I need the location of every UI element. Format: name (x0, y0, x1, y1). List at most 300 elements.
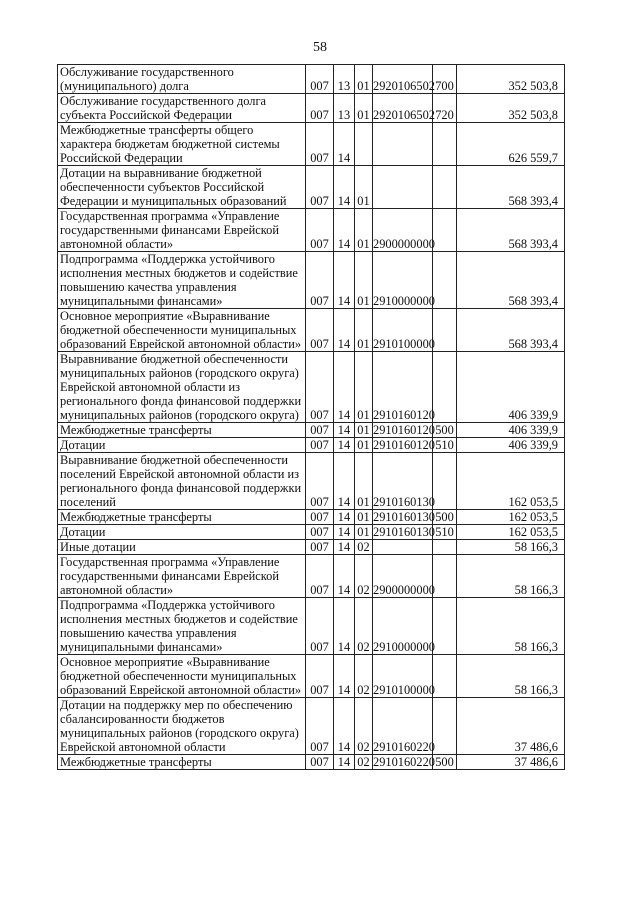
section-code (334, 94, 355, 123)
subsection-code (355, 438, 373, 453)
program-code: 29 (373, 755, 386, 769)
direction-code: 00000 (403, 640, 435, 654)
amount (457, 698, 565, 755)
amount-text: 162 053,5 (508, 495, 558, 509)
program-code: 29 (373, 79, 386, 93)
ministry-code (306, 598, 334, 655)
target-article-code (373, 252, 433, 309)
program-code: 29 (373, 438, 386, 452)
subsection-code (355, 352, 373, 423)
section-code-text: 14 (337, 525, 351, 539)
row-name-text: Обслуживание государственного долга субъекта Российской Федерации (60, 94, 267, 122)
event-code: 01 (391, 525, 404, 539)
expense-type-code-text: 500 (435, 510, 454, 524)
amount-text: 626 559,7 (508, 151, 558, 165)
subprogram-code: 1 (385, 510, 392, 524)
row-name-text: Выравнивание бюджетной обеспеченности муниципальных районов (городского округа) Еврейской автономной области из регионального фонда финансовой поддержки муниципальных районов (городского округа) (60, 352, 302, 422)
subsection-code (355, 525, 373, 540)
amount (457, 540, 565, 555)
subprogram-code: 0 (385, 583, 392, 597)
target-article-code (373, 698, 433, 755)
ministry-code-text: 007 (310, 108, 329, 122)
subsection-code-text: 02 (357, 540, 370, 554)
subsection-code-text: 01 (357, 294, 370, 308)
amount (457, 423, 565, 438)
amount-text: 58 166,3 (514, 583, 558, 597)
subprogram-code: 1 (385, 740, 392, 754)
subprogram-code: 2 (385, 108, 392, 122)
row-name (58, 525, 306, 540)
table-row (58, 309, 565, 352)
section-code-text: 14 (337, 151, 351, 165)
subprogram-code: 1 (385, 408, 392, 422)
ministry-code (306, 252, 334, 309)
row-name (58, 309, 306, 352)
section-code-text: 14 (337, 438, 351, 452)
row-name (58, 352, 306, 423)
row-name (58, 540, 306, 555)
program-code: 29 (373, 495, 386, 509)
subprogram-code: 0 (385, 237, 392, 251)
amount-text: 352 503,8 (508, 79, 558, 93)
expense-type-code (433, 166, 457, 209)
event-code: 01 (391, 495, 404, 509)
row-name (58, 94, 306, 123)
amount (457, 525, 565, 540)
table-row (58, 598, 565, 655)
section-code (334, 309, 355, 352)
subsection-code (355, 94, 373, 123)
row-name (58, 209, 306, 252)
ministry-code (306, 655, 334, 698)
expense-type-code (433, 555, 457, 598)
ministry-code (306, 453, 334, 510)
subsection-code (355, 166, 373, 209)
subprogram-code: 1 (385, 423, 392, 437)
subprogram-code: 1 (385, 683, 392, 697)
section-code (334, 755, 355, 770)
row-name (58, 555, 306, 598)
section-code (334, 352, 355, 423)
subsection-code (355, 655, 373, 698)
ministry-code-text: 007 (310, 423, 329, 437)
row-name (58, 65, 306, 94)
event-code: 01 (391, 740, 404, 754)
direction-code: 60120 (403, 423, 435, 437)
direction-code: 60130 (403, 510, 435, 524)
ministry-code (306, 438, 334, 453)
subsection-code-text: 01 (357, 108, 370, 122)
ministry-code-text: 007 (310, 495, 329, 509)
row-name-text: Подпрограмма «Поддержка устойчивого исполнения местных бюджетов и содействие повышению качества управления муниципальными финансами» (60, 252, 298, 308)
amount-text: 58 166,3 (514, 540, 558, 554)
section-code (334, 540, 355, 555)
section-code-text: 13 (337, 108, 351, 122)
section-code (334, 598, 355, 655)
event-code: 00 (391, 237, 404, 251)
amount-text: 162 053,5 (508, 510, 558, 524)
subsection-code-text: 01 (357, 194, 370, 208)
amount-text: 406 339,9 (508, 423, 558, 437)
subprogram-code: 1 (385, 438, 392, 452)
row-name (58, 698, 306, 755)
amount-text: 406 339,9 (508, 408, 558, 422)
expense-type-code-text: 720 (435, 108, 454, 122)
direction-code: 60120 (403, 438, 435, 452)
section-code-text: 14 (337, 540, 351, 554)
expense-type-code (433, 453, 457, 510)
ministry-code (306, 209, 334, 252)
ministry-code-text: 007 (310, 438, 329, 452)
subsection-code-text: 01 (357, 337, 370, 351)
section-code-text: 14 (337, 740, 351, 754)
section-code (334, 510, 355, 525)
table-body (58, 65, 565, 770)
target-article-code (373, 540, 433, 555)
subprogram-code: 1 (385, 337, 392, 351)
expense-type-code (433, 423, 457, 438)
expense-type-code (433, 755, 457, 770)
amount-text: 162 053,5 (508, 525, 558, 539)
subsection-code-text: 02 (357, 755, 370, 769)
amount (457, 510, 565, 525)
section-code (334, 438, 355, 453)
row-name (58, 252, 306, 309)
subsection-code (355, 540, 373, 555)
row-name-text: Основное мероприятие «Выравнивание бюджетной обеспеченности муниципальных образований Еврейской автономной области» (60, 309, 302, 351)
ministry-code (306, 94, 334, 123)
ministry-code-text: 007 (310, 194, 329, 208)
amount (457, 309, 565, 352)
subsection-code-text: 02 (357, 640, 370, 654)
amount-text: 406 339,9 (508, 438, 558, 452)
subsection-code (355, 453, 373, 510)
amount (457, 94, 565, 123)
section-code (334, 423, 355, 438)
subsection-code (355, 309, 373, 352)
subsection-code-text: 02 (357, 683, 370, 697)
event-code: 01 (391, 438, 404, 452)
subprogram-code: 1 (385, 495, 392, 509)
amount-text: 37 486,6 (514, 755, 558, 769)
section-code-text: 14 (337, 408, 351, 422)
subprogram-code: 2 (385, 79, 392, 93)
ministry-code-text: 007 (310, 294, 329, 308)
section-code-text: 14 (337, 495, 351, 509)
direction-code: 60130 (403, 495, 435, 509)
row-name (58, 510, 306, 525)
subsection-code-text: 01 (357, 510, 370, 524)
expense-type-code-text: 510 (435, 525, 454, 539)
event-code: 01 (391, 683, 404, 697)
event-code: 01 (391, 337, 404, 351)
expense-type-code (433, 309, 457, 352)
amount (457, 598, 565, 655)
event-code: 01 (391, 108, 404, 122)
amount (457, 755, 565, 770)
section-code-text: 13 (337, 79, 351, 93)
subsection-code-text: 01 (357, 79, 370, 93)
table-row (58, 94, 565, 123)
table-row (58, 555, 565, 598)
section-code (334, 209, 355, 252)
direction-code: 00000 (403, 294, 435, 308)
amount (457, 352, 565, 423)
target-article-code (373, 438, 433, 453)
direction-code: 00000 (403, 683, 435, 697)
section-code (334, 65, 355, 94)
section-code (334, 525, 355, 540)
amount (457, 438, 565, 453)
target-article-code (373, 309, 433, 352)
amount (457, 123, 565, 166)
row-name-text: Обслуживание государственного (муниципального) долга (60, 65, 234, 93)
target-article-code (373, 555, 433, 598)
ministry-code (306, 755, 334, 770)
section-code (334, 123, 355, 166)
ministry-code-text: 007 (310, 151, 329, 165)
row-name (58, 598, 306, 655)
program-code: 29 (373, 740, 386, 754)
row-name-text: Выравнивание бюджетной обеспеченности поселений Еврейской автономной области из регионального фонда финансовой поддержки поселений (60, 453, 302, 509)
subsection-code (355, 423, 373, 438)
expense-type-code (433, 510, 457, 525)
ministry-code-text: 007 (310, 408, 329, 422)
target-article-code (373, 525, 433, 540)
row-name (58, 453, 306, 510)
subsection-code-text: 01 (357, 423, 370, 437)
amount (457, 555, 565, 598)
ministry-code-text: 007 (310, 337, 329, 351)
row-name (58, 166, 306, 209)
subprogram-code: 1 (385, 640, 392, 654)
event-code: 01 (391, 79, 404, 93)
section-code-text: 14 (337, 423, 351, 437)
row-name-text: Основное мероприятие «Выравнивание бюджетной обеспеченности муниципальных образований Еврейской автономной области» (60, 655, 302, 697)
row-name-text: Межбюджетные трансферты (60, 423, 212, 437)
ministry-code-text: 007 (310, 79, 329, 93)
row-name (58, 755, 306, 770)
expense-type-code (433, 438, 457, 453)
target-article-code (373, 655, 433, 698)
row-name-text: Межбюджетные трансферты общего характера бюджетам бюджетной системы Российской Федерации (60, 123, 280, 165)
row-name-text: Государственная программа «Управление государственными финансами Еврейской автономной области» (60, 209, 280, 251)
program-code: 29 (373, 640, 386, 654)
subsection-code (355, 555, 373, 598)
ministry-code-text: 007 (310, 510, 329, 524)
ministry-code (306, 555, 334, 598)
event-code: 01 (391, 408, 404, 422)
program-code: 29 (373, 510, 386, 524)
row-name-text: Дотации (60, 525, 106, 539)
subsection-code-text: 01 (357, 525, 370, 539)
subsection-code (355, 209, 373, 252)
subsection-code (355, 123, 373, 166)
ministry-code (306, 510, 334, 525)
direction-code: 00000 (403, 337, 435, 351)
section-code-text: 14 (337, 237, 351, 251)
table-row (58, 525, 565, 540)
program-code: 29 (373, 108, 386, 122)
ministry-code (306, 309, 334, 352)
amount-text: 58 166,3 (514, 640, 558, 654)
target-article-code (373, 352, 433, 423)
amount-text: 568 393,4 (508, 194, 558, 208)
subprogram-code: 1 (385, 294, 392, 308)
direction-code: 60220 (403, 740, 435, 754)
table-row (58, 166, 565, 209)
event-code: 01 (391, 510, 404, 524)
amount (457, 209, 565, 252)
ministry-code-text: 007 (310, 640, 329, 654)
amount-text: 568 393,4 (508, 237, 558, 251)
ministry-code (306, 525, 334, 540)
expense-type-code (433, 540, 457, 555)
program-code: 29 (373, 237, 386, 251)
subsection-code (355, 598, 373, 655)
program-code: 29 (373, 423, 386, 437)
section-code-text: 14 (337, 294, 351, 308)
subsection-code (355, 698, 373, 755)
subprogram-code: 1 (385, 755, 392, 769)
section-code-text: 14 (337, 510, 351, 524)
ministry-code (306, 352, 334, 423)
table-row (58, 123, 565, 166)
program-code: 29 (373, 337, 386, 351)
section-code-text: 14 (337, 640, 351, 654)
ministry-code-text: 007 (310, 237, 329, 251)
subprogram-code: 1 (385, 525, 392, 539)
program-code: 29 (373, 294, 386, 308)
section-code (334, 166, 355, 209)
ministry-code (306, 540, 334, 555)
subsection-code-text: 01 (357, 237, 370, 251)
row-name (58, 655, 306, 698)
row-name-text: Межбюджетные трансферты (60, 755, 212, 769)
subsection-code-text: 01 (357, 438, 370, 452)
expense-type-code (433, 94, 457, 123)
amount (457, 453, 565, 510)
direction-code: 60220 (403, 755, 435, 769)
ministry-code (306, 698, 334, 755)
event-code: 01 (391, 755, 404, 769)
event-code: 00 (391, 583, 404, 597)
subsection-code-text: 01 (357, 495, 370, 509)
direction-code: 06502 (403, 108, 435, 122)
target-article-code (373, 755, 433, 770)
direction-code: 06502 (403, 79, 435, 93)
section-code-text: 14 (337, 337, 351, 351)
ministry-code (306, 166, 334, 209)
expense-type-code-text: 510 (435, 438, 454, 452)
expense-type-code (433, 65, 457, 94)
ministry-code-text: 007 (310, 683, 329, 697)
program-code: 29 (373, 683, 386, 697)
target-article-code (373, 598, 433, 655)
subsection-code-text: 01 (357, 408, 370, 422)
amount (457, 65, 565, 94)
table-row (58, 352, 565, 423)
target-article-code (373, 209, 433, 252)
amount-text: 352 503,8 (508, 108, 558, 122)
target-article-code (373, 453, 433, 510)
ministry-code (306, 65, 334, 94)
row-name-text: Дотации (60, 438, 106, 452)
program-code: 29 (373, 525, 386, 539)
target-article-code (373, 94, 433, 123)
direction-code: 00000 (403, 237, 435, 251)
target-article-code (373, 510, 433, 525)
row-name-text: Государственная программа «Управление государственными финансами Еврейской автономной области» (60, 555, 280, 597)
table-row (58, 510, 565, 525)
section-code-text: 14 (337, 583, 351, 597)
table-row (58, 655, 565, 698)
amount-text: 58 166,3 (514, 683, 558, 697)
direction-code: 60120 (403, 408, 435, 422)
row-name (58, 423, 306, 438)
row-name-text: Дотации на выравнивание бюджетной обеспеченности субъектов Российской Федерации и муниципальных образований (60, 166, 287, 208)
ministry-code-text: 007 (310, 525, 329, 539)
table-row (58, 453, 565, 510)
expense-type-code (433, 209, 457, 252)
table-row (58, 698, 565, 755)
amount (457, 252, 565, 309)
ministry-code-text: 007 (310, 755, 329, 769)
table-row (58, 540, 565, 555)
expense-type-code-text: 700 (435, 79, 454, 93)
ministry-code (306, 123, 334, 166)
table-row (58, 252, 565, 309)
expense-type-code (433, 598, 457, 655)
ministry-code-text: 007 (310, 540, 329, 554)
row-name-text: Подпрограмма «Поддержка устойчивого исполнения местных бюджетов и содействие повышению качества управления муниципальными финансами» (60, 598, 298, 654)
row-name (58, 438, 306, 453)
event-code: 01 (391, 423, 404, 437)
ministry-code-text: 007 (310, 740, 329, 754)
expense-type-code-text: 500 (435, 423, 454, 437)
section-code (334, 453, 355, 510)
section-code-text: 14 (337, 755, 351, 769)
amount-text: 37 486,6 (514, 740, 558, 754)
section-code-text: 14 (337, 683, 351, 697)
amount (457, 655, 565, 698)
budget-table (57, 64, 565, 770)
section-code (334, 698, 355, 755)
event-code: 00 (391, 294, 404, 308)
ministry-code-text: 007 (310, 583, 329, 597)
table-row (58, 755, 565, 770)
expense-type-code-text: 500 (435, 755, 454, 769)
subsection-code (355, 510, 373, 525)
subsection-code-text: 02 (357, 740, 370, 754)
row-name-text: Дотации на поддержку мер по обеспечению сбалансированности бюджетов муниципальных районов (городского округа) Еврейской автономной области (60, 698, 299, 754)
target-article-code (373, 123, 433, 166)
program-code: 29 (373, 583, 386, 597)
event-code: 00 (391, 640, 404, 654)
page-number: 58 (313, 40, 327, 55)
amount (457, 166, 565, 209)
expense-type-code (433, 525, 457, 540)
amount-text: 568 393,4 (508, 337, 558, 351)
expense-type-code (433, 655, 457, 698)
amount-text: 568 393,4 (508, 294, 558, 308)
target-article-code (373, 423, 433, 438)
section-code (334, 252, 355, 309)
row-name (58, 123, 306, 166)
ministry-code (306, 423, 334, 438)
direction-code: 00000 (403, 583, 435, 597)
section-code (334, 555, 355, 598)
